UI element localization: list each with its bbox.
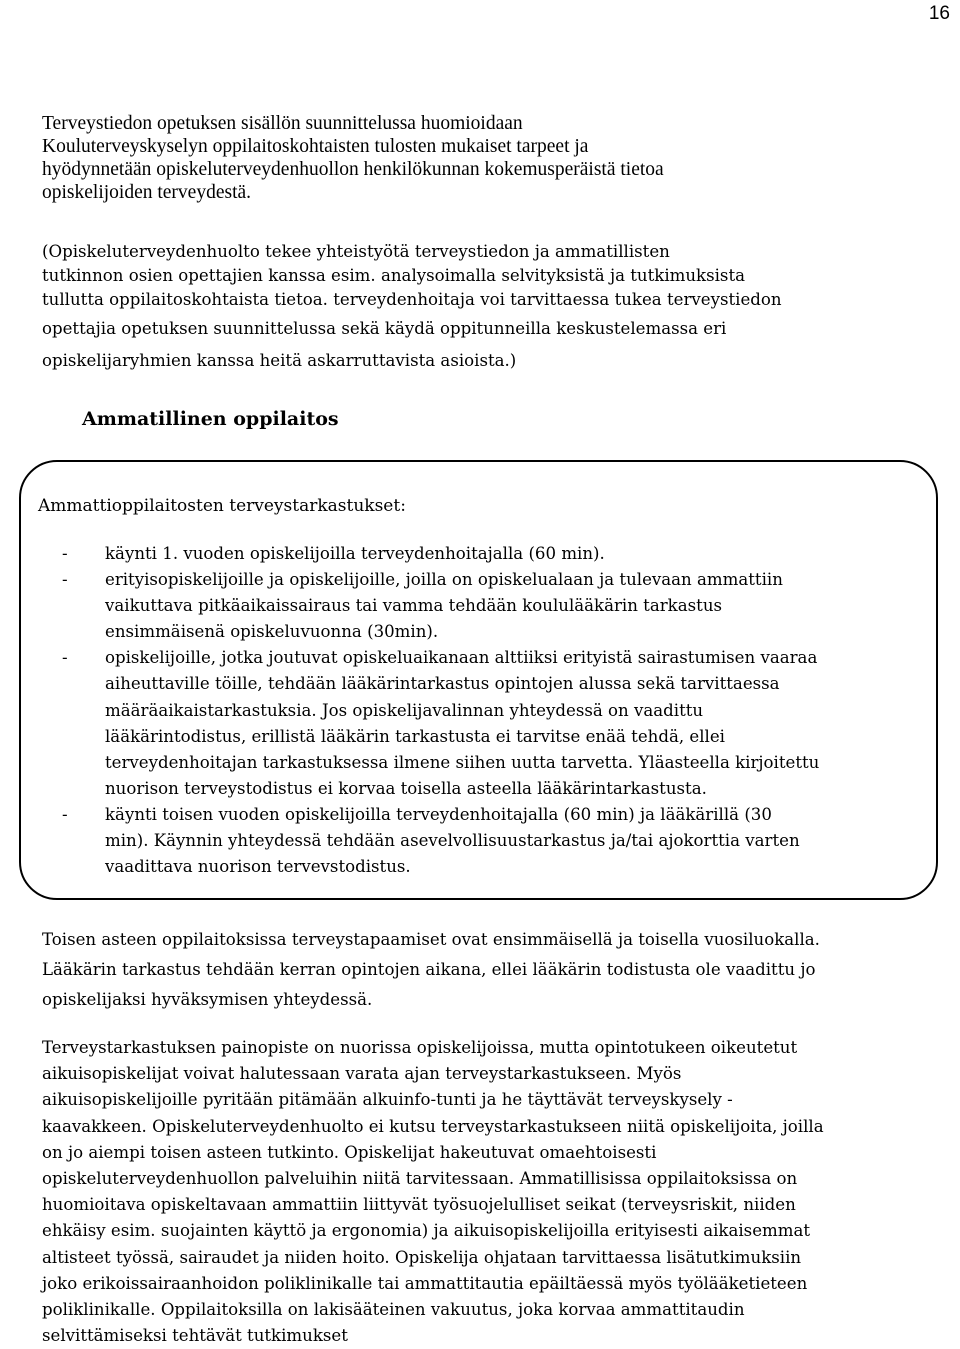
dash-bullet: - [62, 648, 68, 668]
text-line: lääkärintodistus, erillistä lääkärin tarkastusta ei tarvitse enää tehdä, ellei [105, 726, 725, 746]
text-line: opiskelijoiden terveydestä. [42, 182, 252, 203]
text-line: Lääkärin tarkastus tehdään kerran opintojen aikana, ellei lääkärin todistusta ole vaadittu jo [42, 960, 816, 979]
note-paragraph [42, 240, 942, 376]
dash-bullet: - [62, 544, 68, 563]
text-line: tullutta oppilaitoskohtaista tietoa. terveydenhoitaja voi tarvittaessa tukea terveystiedon [42, 290, 782, 309]
text-line: Kouluterveyskyselyn oppilaitoskohtaisten tulosten mukaiset tarpeet ja [42, 136, 589, 157]
text-line: ensimmäisenä opiskeluvuonna (30min). [105, 622, 439, 642]
text-line: altisteet työssä, sairaudet ja niiden hoito. Opiskelija ohjataan tarvittaessa lisätutkimuksiin [42, 1247, 802, 1267]
list-item [62, 802, 932, 880]
list-item [62, 645, 932, 802]
text-line: joko erikoissairaanhoidon poliklinikalle tai ammattitautia epäiltäessä myös työlääketieteen [42, 1273, 808, 1293]
text-line: (Opiskeluterveydenhuolto tekee yhteistyötä terveystiedon ja ammatillisten [42, 242, 670, 261]
info-box-title: Ammattioppilaitosten terveystarkastukset: [38, 496, 406, 516]
text-line: käynti toisen vuoden opiskelijoilla terveydenhoitajalla (60 min) ja lääkärillä (30 [105, 804, 772, 824]
intro-paragraph [42, 112, 942, 204]
text-line: kaavakkeen. Opiskeluterveydenhuolto ei kutsu terveystarkastukseen niitä opiskelijoita, joilla [42, 1116, 824, 1136]
text-line: aikuisopiskelijoille pyritään pitämään alkuinfo-tunti ja he täyttävät terveyskysely - [42, 1090, 733, 1110]
text-line: vaadittava nuorison tervevstodistus. [105, 857, 411, 877]
dash-bullet: - [62, 804, 68, 824]
text-line: terveydenhoitajan tarkastuksessa ilmene siihen uutta tarvetta. Yläasteella kirjoitettu [105, 752, 820, 772]
text-line: tutkinnon osien opettajien kanssa esim. analysoimalla selvityksistä ja tutkimuksista [42, 266, 746, 285]
text-line: on jo aiempi toisen asteen tutkinto. Opiskelijat hakeutuvat omaehtoisesti [42, 1142, 657, 1162]
dash-bullet: - [62, 570, 68, 590]
list-item [62, 541, 932, 567]
text-line: Terveystiedon opetuksen sisällön suunnittelussa huomioidaan [42, 113, 523, 134]
checkup-list [62, 541, 932, 880]
paragraph-emphasis [42, 1035, 942, 1349]
text-line: opettajia opetuksen suunnittelussa sekä käydä oppitunneilla keskustelemassa eri [42, 319, 727, 338]
text-line: aiheuttaville töille, tehdään lääkärintarkastus opintojen alussa sekä tarvittaessa [105, 674, 780, 694]
text-line: hyödynnetään opiskeluterveydenhuollon henkilökunnan kokemusperäistä tietoa [42, 159, 664, 180]
text-line: min). Käynnin yhteydessä tehdään asevelvollisuustarkastus ja/tai ajokorttia varten [105, 831, 800, 851]
text-line: opiskelijaksi hyväksymisen yhteydessä. [42, 990, 373, 1009]
text-line: määräaikaistarkastuksia. Jos opiskelijavalinnan yhteydessä on vaadittu [105, 700, 704, 720]
text-line: nuorison terveystodistus ei korvaa toisella asteella lääkärintarkastusta. [105, 778, 707, 798]
text-line: ehkäisy esim. suojainten käyttö ja ergonomia) ja aikuisopiskelijoilla erityisesti aikaisemmat [42, 1221, 811, 1241]
text-line: aikuisopiskelijat voivat halutessaan varata ajan terveystarkastukseen. Myös [42, 1064, 682, 1084]
text-line: opiskelijaryhmien kanssa heitä askarruttavista asioista.) [42, 351, 517, 370]
text-line: huomioitava opiskeltavaan ammattiin liittyvät työsuojelulliset seikat (terveysriskit, niiden [42, 1195, 796, 1215]
page-number: 16 [928, 3, 950, 24]
text-line: opiskelijoille, jotka joutuvat opiskeluaikanaan alttiiksi erityistä sairastumisen vaaraa [105, 648, 818, 668]
text-line: Toisen asteen oppilaitoksissa terveystapaamiset ovat ensimmäisellä ja toisella vuosiluokalla. [42, 930, 820, 949]
text-line: selvittämiseksi tehtävät tutkimukset [42, 1326, 348, 1346]
text-line: käynti 1. vuoden opiskelijoilla terveydenhoitajalla (60 min). [105, 544, 605, 563]
paragraph-frequency [42, 925, 942, 1015]
text-line: erityisopiskelijoille ja opiskelijoille, joilla on opiskelualaan ja tulevaan ammattiin [105, 570, 783, 590]
text-line: Terveystarkastuksen painopiste on nuorissa opiskelijoissa, mutta opintotukeen oikeutetut [42, 1038, 798, 1057]
text-line: vaikuttava pitkäaikaissairaus tai vamma tehdään koululääkärin tarkastus [105, 596, 723, 616]
text-line: poliklinikalle. Oppilaitoksilla on lakisääteinen vakuutus, joka korvaa ammattitaudin [42, 1300, 745, 1320]
section-heading: Ammatillinen oppilaitos [82, 408, 339, 430]
list-item [62, 567, 932, 645]
text-line: opiskeluterveydenhuollon palveluihin niitä tarvitessaan. Ammatillisissa oppilaitoksissa on [42, 1169, 798, 1189]
